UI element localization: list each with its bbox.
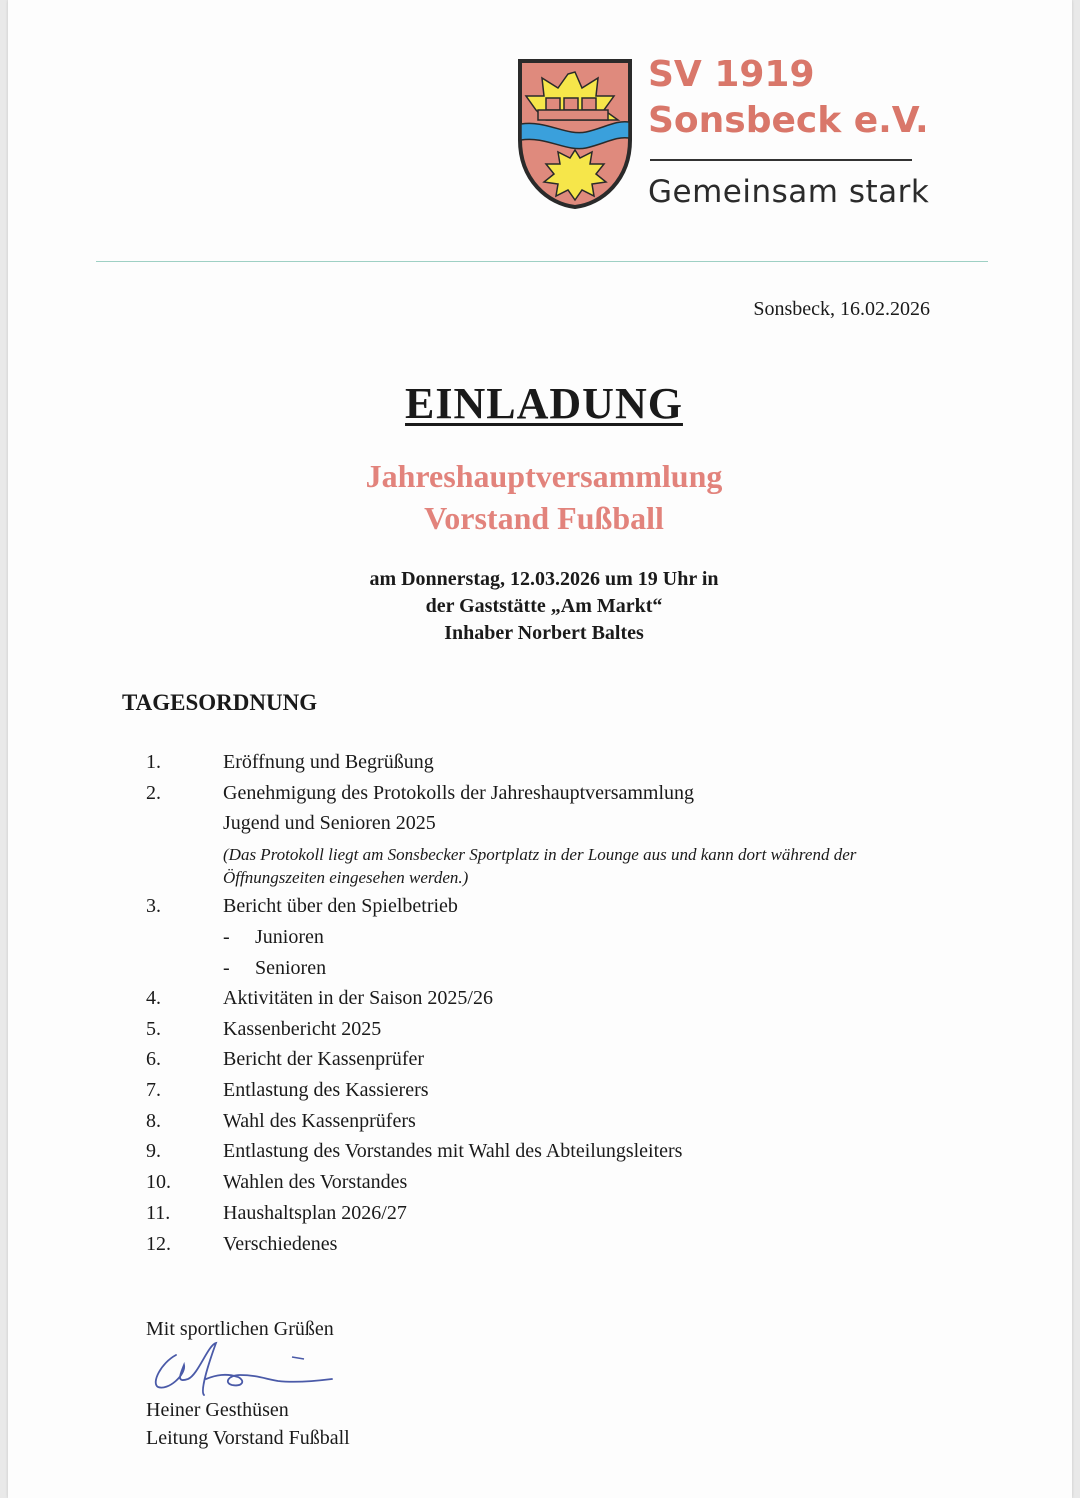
agenda-item-text: Eröffnung und Begrüßung — [223, 751, 434, 773]
subtitle-line2: Vorstand Fußball — [424, 500, 664, 536]
agenda-item-text: Entlastung des Kassierers — [223, 1079, 429, 1101]
document-page — [8, 0, 1072, 1498]
club-name-rule — [650, 159, 912, 161]
agenda-item-number: 2. — [146, 782, 161, 804]
agenda-item-text: Wahlen des Vorstandes — [223, 1171, 408, 1193]
agenda-item-number: 6. — [146, 1048, 161, 1070]
details-line1: am Donnerstag, 12.03.2026 um 19 Uhr in — [369, 568, 719, 590]
agenda-heading: TAGESORDNUNG — [122, 690, 318, 715]
agenda-item-number: 9. — [146, 1140, 161, 1162]
agenda-item-number: 5. — [146, 1018, 161, 1040]
agenda-item-text: Haushaltsplan 2026/27 — [223, 1202, 407, 1224]
agenda-item-number: 12. — [146, 1233, 171, 1255]
agenda-item-number: 4. — [146, 987, 161, 1009]
date-line: Sonsbeck, 16.02.2026 — [753, 298, 930, 320]
agenda-item-number: 11. — [146, 1202, 171, 1224]
agenda-item-text: Genehmigung des Protokolls der Jahreshauptversammlung — [223, 782, 695, 804]
agenda-item-text: Bericht der Kassenprüfer — [223, 1048, 425, 1070]
signer-role: Leitung Vorstand Fußball — [146, 1427, 350, 1449]
club-name-line1: SV 1919 — [648, 54, 815, 95]
agenda-subitem-text: Senioren — [255, 957, 327, 979]
club-crest-icon — [516, 58, 634, 210]
agenda-item-note: (Das Protokoll liegt am Sonsbecker Sportplatz in der Lounge aus und kann dort während der Öffnungszeiten eingesehen werden.) — [223, 845, 857, 887]
agenda-item-number: 10. — [146, 1171, 171, 1193]
agenda-item-number: 8. — [146, 1110, 161, 1132]
agenda-item-text: Entlastung des Vorstandes mit Wahl des Abteilungsleiters — [223, 1140, 683, 1162]
document-title: EINLADUNG — [405, 379, 683, 428]
details-line2: der Gaststätte „Am Markt“ — [425, 595, 663, 617]
signer-name: Heiner Gesthüsen — [146, 1399, 289, 1421]
agenda-subitem-dash: - — [223, 957, 230, 979]
closing-greeting: Mit sportlichen Grüßen — [146, 1318, 334, 1340]
agenda-item-text: Wahl des Kassenprüfers — [223, 1110, 416, 1132]
agenda-item-number: 3. — [146, 895, 161, 917]
club-motto: Gemeinsam stark — [648, 174, 930, 210]
club-name-line2: Sonsbeck e.V. — [648, 100, 929, 141]
agenda-item-text: Aktivitäten in der Saison 2025/26 — [223, 987, 493, 1009]
agenda-item-text: Verschiedenes — [223, 1233, 338, 1255]
agenda-subitem-text: Junioren — [255, 926, 324, 948]
agenda-item-number: 1. — [146, 751, 161, 773]
agenda-item-text-continued: Jugend und Senioren 2025 — [223, 812, 436, 834]
agenda-item-text: Kassenbericht 2025 — [223, 1018, 382, 1040]
agenda-item-text: Bericht über den Spielbetrieb — [223, 895, 458, 917]
subtitle-line1: Jahreshauptversammlung — [365, 458, 723, 494]
header-divider — [96, 261, 988, 262]
agenda-subitem-dash: - — [223, 926, 230, 948]
signature-icon — [146, 1335, 346, 1405]
club-name — [648, 52, 948, 144]
details-line3: Inhaber Norbert Baltes — [444, 622, 644, 644]
agenda-item-number: 7. — [146, 1079, 161, 1101]
